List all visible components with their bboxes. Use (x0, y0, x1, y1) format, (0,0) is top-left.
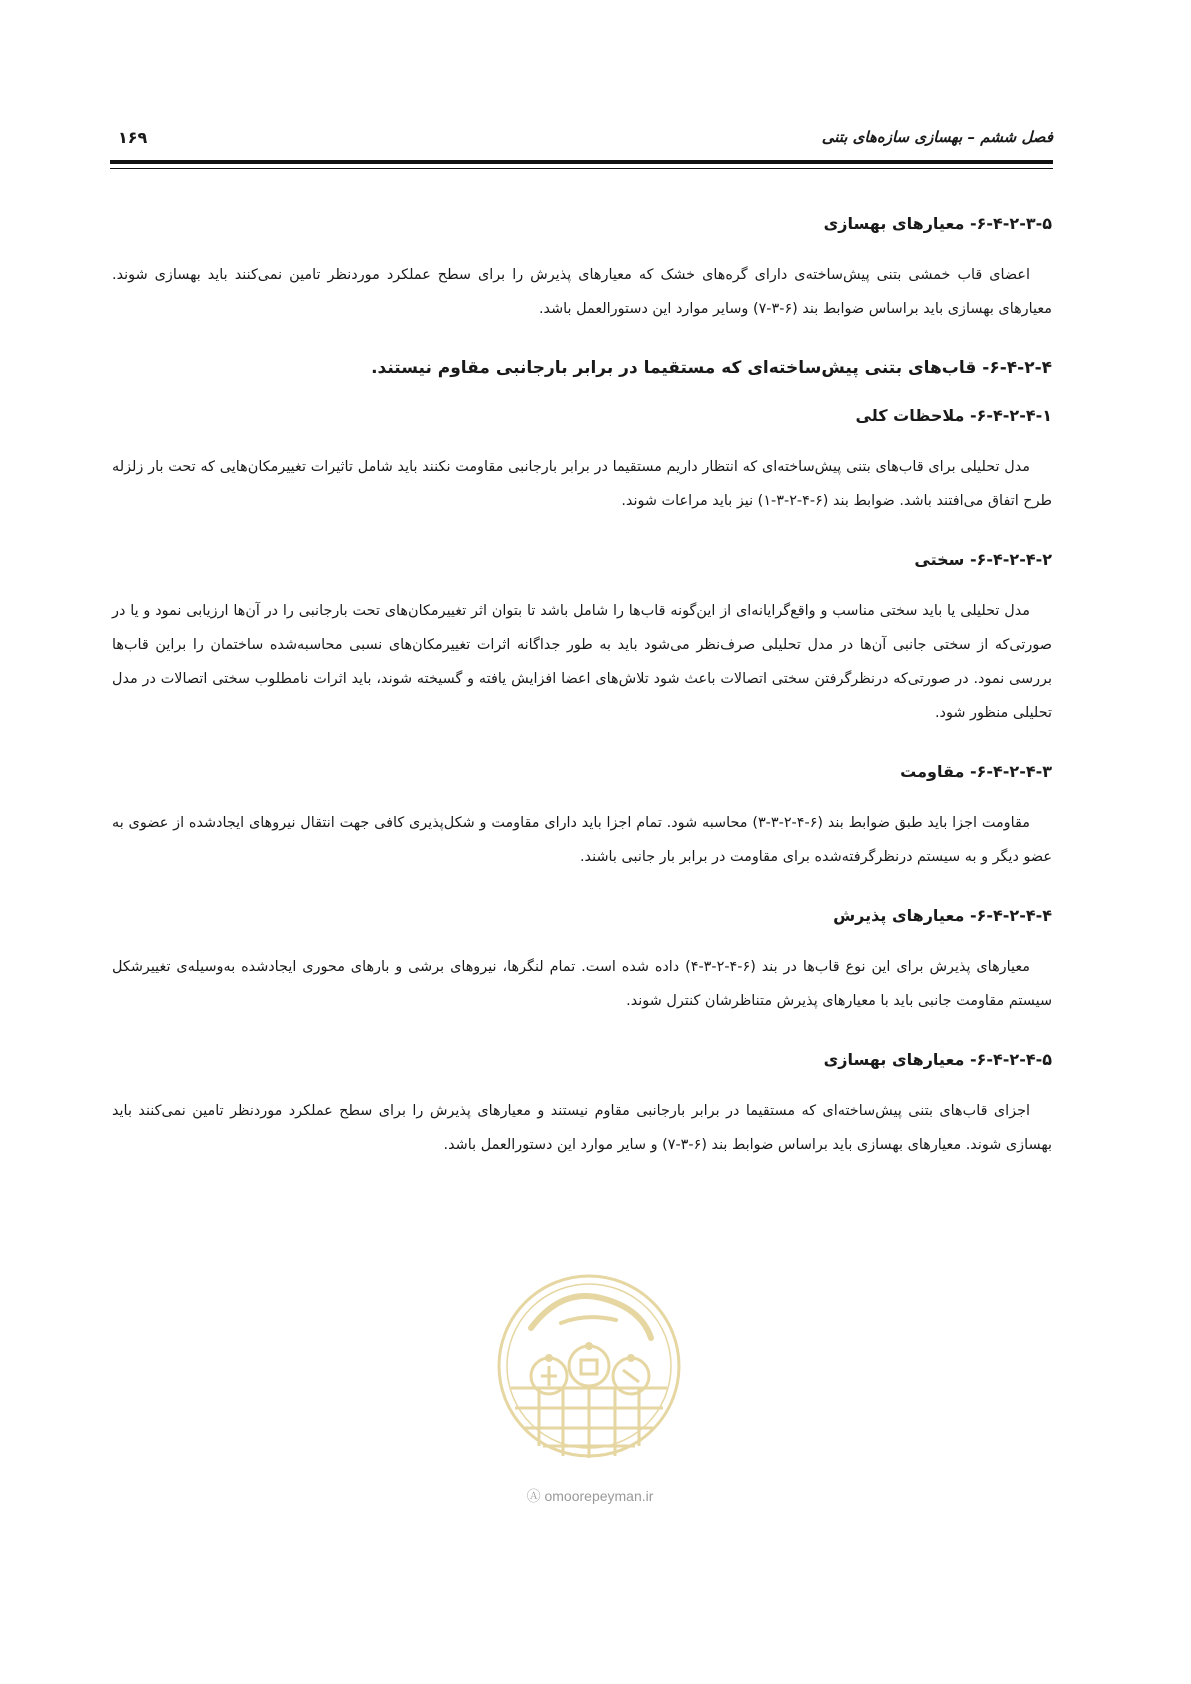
chapter-title: فصل ششم – بهسازی سازه‌های بتنی (821, 128, 1053, 146)
section-heading: ۶-۴-۲-۴-۱- ملاحظات کلی (855, 406, 1052, 425)
header-rule-thin (110, 168, 1053, 169)
section-paragraph: معیارهای پذیرش برای این نوع قاب‌ها در بند (۶-۴-۲-۳-۴) داده شده است. تمام لنگرها، نیروهای برشی و بارهای محوری ایجادشده به‌وسیله‌ی تغییرشکل سیستم مقاومت جانبی باید با معیارهای پذیرش متناظرشان کنترل شوند. (112, 959, 1052, 1009)
section-paragraph: اجزای قاب‌های بتنی پیش‌ساخته‌ای که مستقیما در برابر بارجانبی مقاوم نیستند و معیارهای پذیرش را برای سطح عملکرد موردنظر تامین نمی‌کنند باید بهسازی شوند. معیارهای بهسازی باید براساس ضوابط بند (۶-۳-۷) و سایر موارد این دستورالعمل باشد. (112, 1103, 1052, 1153)
section-heading: ۶-۴-۲-۴-۵- معیارهای بهسازی (823, 1050, 1052, 1069)
section-paragraph: مدل تحلیلی یا باید سختی مناسب و واقع‌گرایانه‌ای از این‌گونه قاب‌ها را شامل باشد تا بتوان اثر تغییرمکان‌های تحت بارجانبی را در آن‌ها ارزیابی نمود و یا در صورتی‌که از سختی جانبی آن‌ها در مدل تحلیلی صرف‌نظر می‌شود باید به طور جداگانه اثرات تغییرمکان‌های نسبی محاسبه‌شده ساختمان را براین قاب‌ها بررسی نمود. در صورتی‌که درنظرگرفتن سختی اتصالات باعث شود تلاش‌های اعضا افزایش یافته و گسیخته شوند، باید اثرات نامطلوب سختی اتصالات در مدل تحلیلی منظور شود. (112, 603, 1052, 721)
publisher-seal-logo (491, 1268, 687, 1478)
page-number: ۱۶۹ (118, 128, 148, 147)
section-heading: ۶-۴-۲-۴-۴- معیارهای پذیرش (833, 906, 1052, 925)
section-heading: ۶-۴-۲-۴-۳- مقاومت (900, 762, 1052, 781)
section-paragraph: مدل تحلیلی برای قاب‌های بتنی پیش‌ساخته‌ای که انتظار داریم مستقیما در برابر بارجانبی مقاومت نکنند باید شامل تاثیرات تغییرمکان‌هایی که تحت بار زلزله طرح اتفاق می‌افتند باشد. ضوابط بند (۶-۴-۲-۳-۱) نیز باید مراعات شوند. (112, 459, 1052, 509)
watermark-text: omoorepeyman.ir (544, 1488, 654, 1504)
website-watermark (490, 1486, 690, 1506)
page-header (110, 122, 1053, 156)
at-icon: Ⓐ (526, 1488, 541, 1504)
page-content (112, 210, 1052, 1190)
header-rule-thick (110, 160, 1053, 164)
section-heading: ۶-۴-۲-۴-۲- سختی (914, 550, 1052, 569)
section-paragraph: مقاومت اجزا باید طبق ضوابط بند (۶-۴-۲-۳-۳) محاسبه شود. تمام اجزا باید دارای مقاومت و شکل‌پذیری کافی جهت انتقال نیروهای ایجادشده از عضوی به عضو دیگر و به سیستم درنظرگرفته‌شده برای مقاومت در برابر بار جانبی باشند. (112, 815, 1052, 865)
section-paragraph: اعضای قاب خمشی بتنی پیش‌ساخته‌ی دارای گره‌های خشک که معیارهای پذیرش را برای سطح عملکرد موردنظر تامین نمی‌کنند باید بهسازی شوند. معیارهای بهسازی باید براساس ضوابط بند (۶-۳-۷) وسایر موارد این دستورالعمل باشد. (112, 267, 1052, 317)
section-heading: ۶-۴-۲-۳-۵- معیارهای بهسازی (823, 214, 1052, 233)
section-heading: ۶-۴-۲-۴- قاب‌های بتنی پیش‌ساخته‌ای که مستقیما در برابر بارجانبی مقاوم نیستند. (371, 358, 1052, 378)
